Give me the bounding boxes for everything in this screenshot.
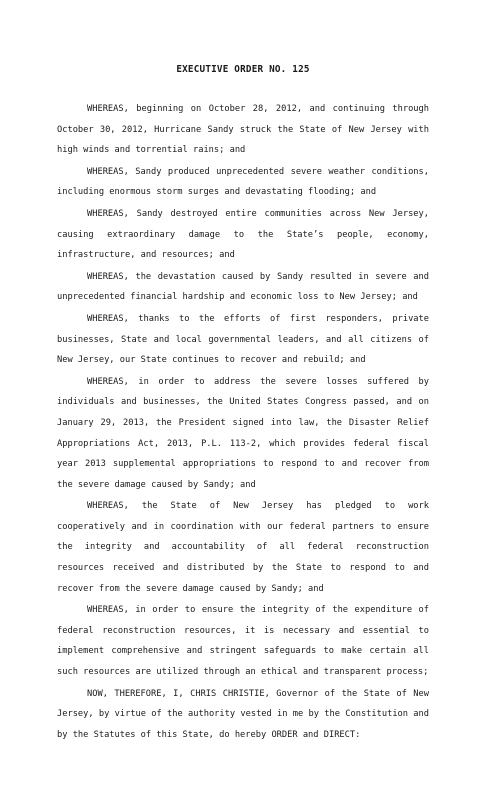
document-title: EXECUTIVE ORDER NO. 125	[176, 64, 310, 75]
paragraph-8: WHEREAS, in order to ensure the integrity of the expenditure of federal reconstruction resources, it is necessary and essential to implement comprehensive and stringent safeguards to make certain all such resources are utilized through an ethical and transparent process;	[57, 605, 429, 678]
paragraph-6: WHEREAS, in order to address the severe losses suffered by individuals and businesses, the United States Congress passed, and on January 29, 2013, the President signed into law, the Disaster Relief Appropriations Act, 2013, P.L. 113-2, which provides federal fiscal year 2013 supplemental appropriations to respond to and recover from the severe damage caused by Sandy; and	[57, 376, 429, 490]
document-body	[57, 99, 429, 746]
paragraph-9: NOW, THEREFORE, I, CHRIS CHRISTIE, Governor of the State of New Jersey, by virtue of the authority vested in me by the Constitution and by the Statutes of this State, do hereby ORDER and DIRECT:	[57, 688, 429, 740]
paragraph-1: WHEREAS, beginning on October 28, 2012, and continuing through October 30, 2012, Hurricane Sandy struck the State of New Jersey with high winds and torrential rains; and	[57, 104, 429, 156]
paragraph-2: WHEREAS, Sandy produced unprecedented severe weather conditions, including enormous storm surges and devastating flooding; and	[57, 166, 429, 198]
paragraph-7: WHEREAS, the State of New Jersey has pledged to work cooperatively and in coordination with our federal partners to ensure the integrity and accountability of all federal reconstruction resources received and distributed by the State to respond to and recover from the severe damage caused by Sandy; and	[57, 501, 429, 594]
paragraph-5: WHEREAS, thanks to the efforts of first responders, private businesses, State and local governmental leaders, and all citizens of New Jersey, our State continues to recover and rebuild; and	[57, 313, 429, 366]
paragraph-4: WHEREAS, the devastation caused by Sandy resulted in severe and unprecedented financial hardship and economic loss to New Jersey; and	[57, 271, 429, 303]
paragraph-3: WHEREAS, Sandy destroyed entire communities across New Jersey, causing extraordinary damage to the State’s people, economy, infrastructure, and resources; and	[57, 208, 429, 261]
